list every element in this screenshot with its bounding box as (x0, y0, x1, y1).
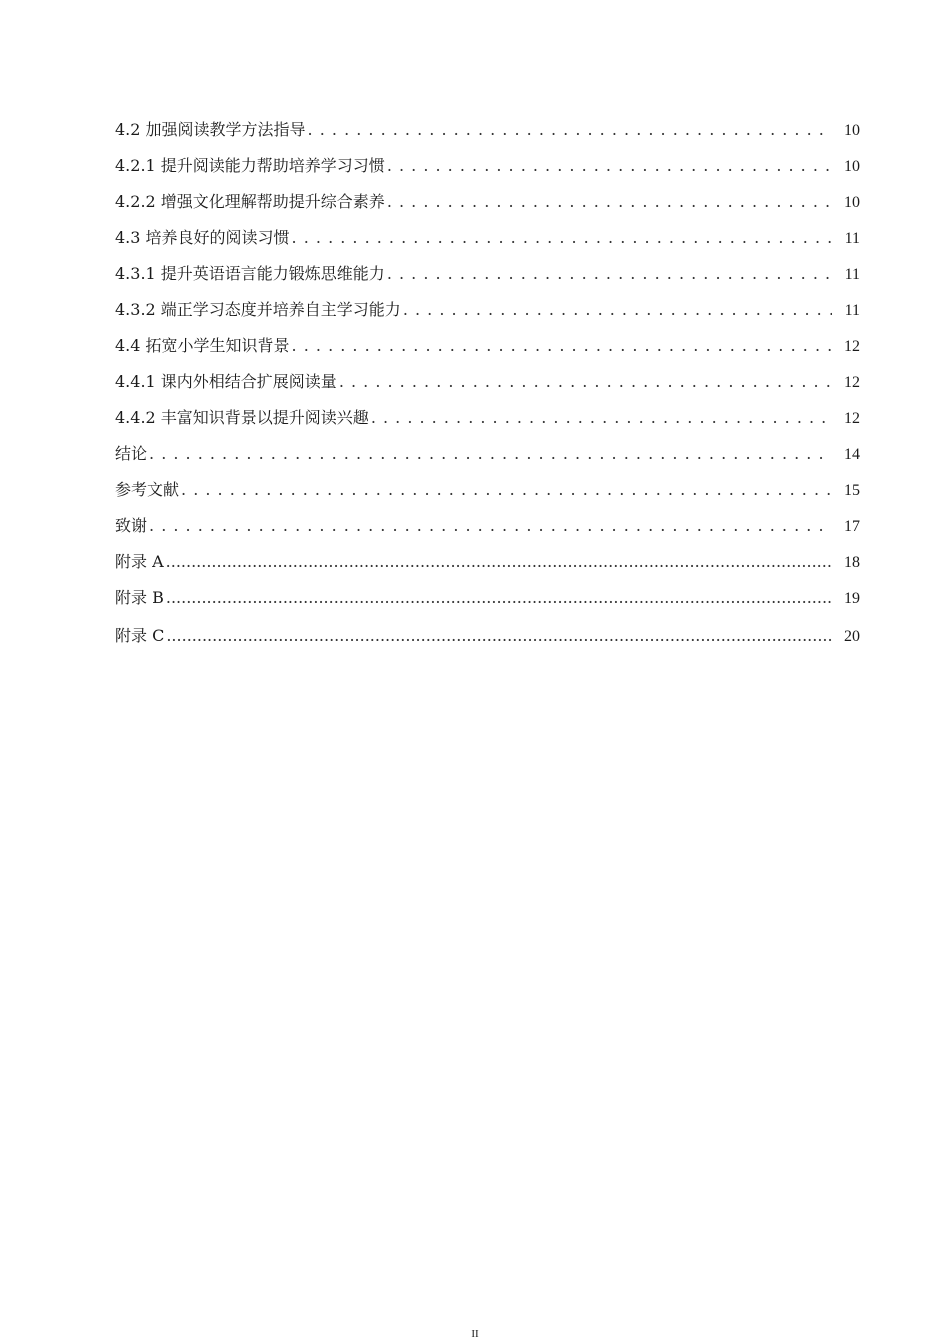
toc-entry-label: 结论 (115, 444, 148, 463)
toc-entry-page: 10 (844, 122, 860, 139)
toc-entry[interactable] (115, 298, 860, 334)
toc-entry[interactable] (115, 370, 860, 406)
toc-entry[interactable] (115, 190, 860, 226)
toc-entry-label: 4.4.2 丰富知识背景以提升阅读兴趣 (115, 408, 369, 427)
toc-entry-page: 11 (844, 230, 860, 247)
toc-entry[interactable] (115, 262, 860, 298)
toc-entry-label: 4.3.1 提升英语语言能力锻炼思维能力 (115, 264, 385, 283)
toc-entry-page: 12 (844, 338, 860, 355)
toc-entry-label: 4.4.1 课内外相结合扩展阅读量 (115, 372, 337, 391)
toc-entry-label: 附录 C (115, 626, 165, 645)
toc-entry[interactable] (115, 622, 860, 662)
toc-entry-page: 12 (844, 410, 860, 427)
toc-leader (292, 334, 832, 358)
toc-leader (181, 478, 832, 502)
toc-entry-label: 4.3.2 端正学习态度并培养自主学习能力 (115, 300, 401, 319)
page-number: II (471, 1328, 479, 1340)
toc-entry-label: 4.3 培养良好的阅读习惯 (115, 228, 290, 247)
toc-leader (166, 586, 832, 610)
toc-entry[interactable] (115, 550, 860, 586)
toc-entry-label: 4.2.2 增强文化理解帮助提升综合素养 (115, 192, 385, 211)
toc-entry-page: 18 (844, 554, 860, 571)
toc-leader (166, 624, 832, 648)
toc-entry[interactable] (115, 586, 860, 622)
toc-entry-label: 4.2 加强阅读教学方法指导 (115, 120, 306, 139)
toc-entry[interactable] (115, 226, 860, 262)
toc-entry-label: 致谢 (115, 516, 148, 535)
toc-entry-page: 10 (844, 194, 860, 211)
toc-entry[interactable] (115, 478, 860, 514)
toc-leader (292, 226, 832, 250)
toc-entry-label: 4.2.1 提升阅读能力帮助培养学习习惯 (115, 156, 385, 175)
toc-leader (149, 514, 832, 538)
toc-entry[interactable] (115, 442, 860, 478)
toc-leader (403, 298, 832, 322)
table-of-contents (115, 118, 860, 662)
toc-leader (149, 442, 832, 466)
toc-entry-label: 4.4 拓宽小学生知识背景 (115, 336, 290, 355)
toc-leader (339, 370, 832, 394)
toc-entry-label: 附录 B (115, 588, 164, 607)
toc-leader (371, 406, 832, 430)
toc-entry-label: 附录 A (115, 552, 164, 571)
toc-entry[interactable] (115, 406, 860, 442)
toc-entry-page: 17 (844, 518, 860, 535)
toc-entry-page: 11 (844, 302, 860, 319)
toc-leader (387, 190, 832, 214)
toc-entry-page: 14 (844, 446, 860, 463)
toc-leader (308, 118, 832, 142)
toc-entry[interactable] (115, 514, 860, 550)
toc-leader (166, 550, 832, 574)
toc-entry-page: 19 (844, 590, 860, 607)
toc-entry[interactable] (115, 334, 860, 370)
toc-leader (387, 154, 832, 178)
toc-entry-page: 15 (844, 482, 860, 499)
toc-entry-page: 10 (844, 158, 860, 175)
toc-leader (387, 262, 832, 286)
toc-entry[interactable] (115, 118, 860, 154)
toc-entry-page: 12 (844, 374, 860, 391)
toc-entry-label: 参考文献 (115, 480, 180, 499)
toc-entry[interactable] (115, 154, 860, 190)
toc-entry-page: 11 (844, 266, 860, 283)
toc-entry-page: 20 (844, 628, 860, 645)
